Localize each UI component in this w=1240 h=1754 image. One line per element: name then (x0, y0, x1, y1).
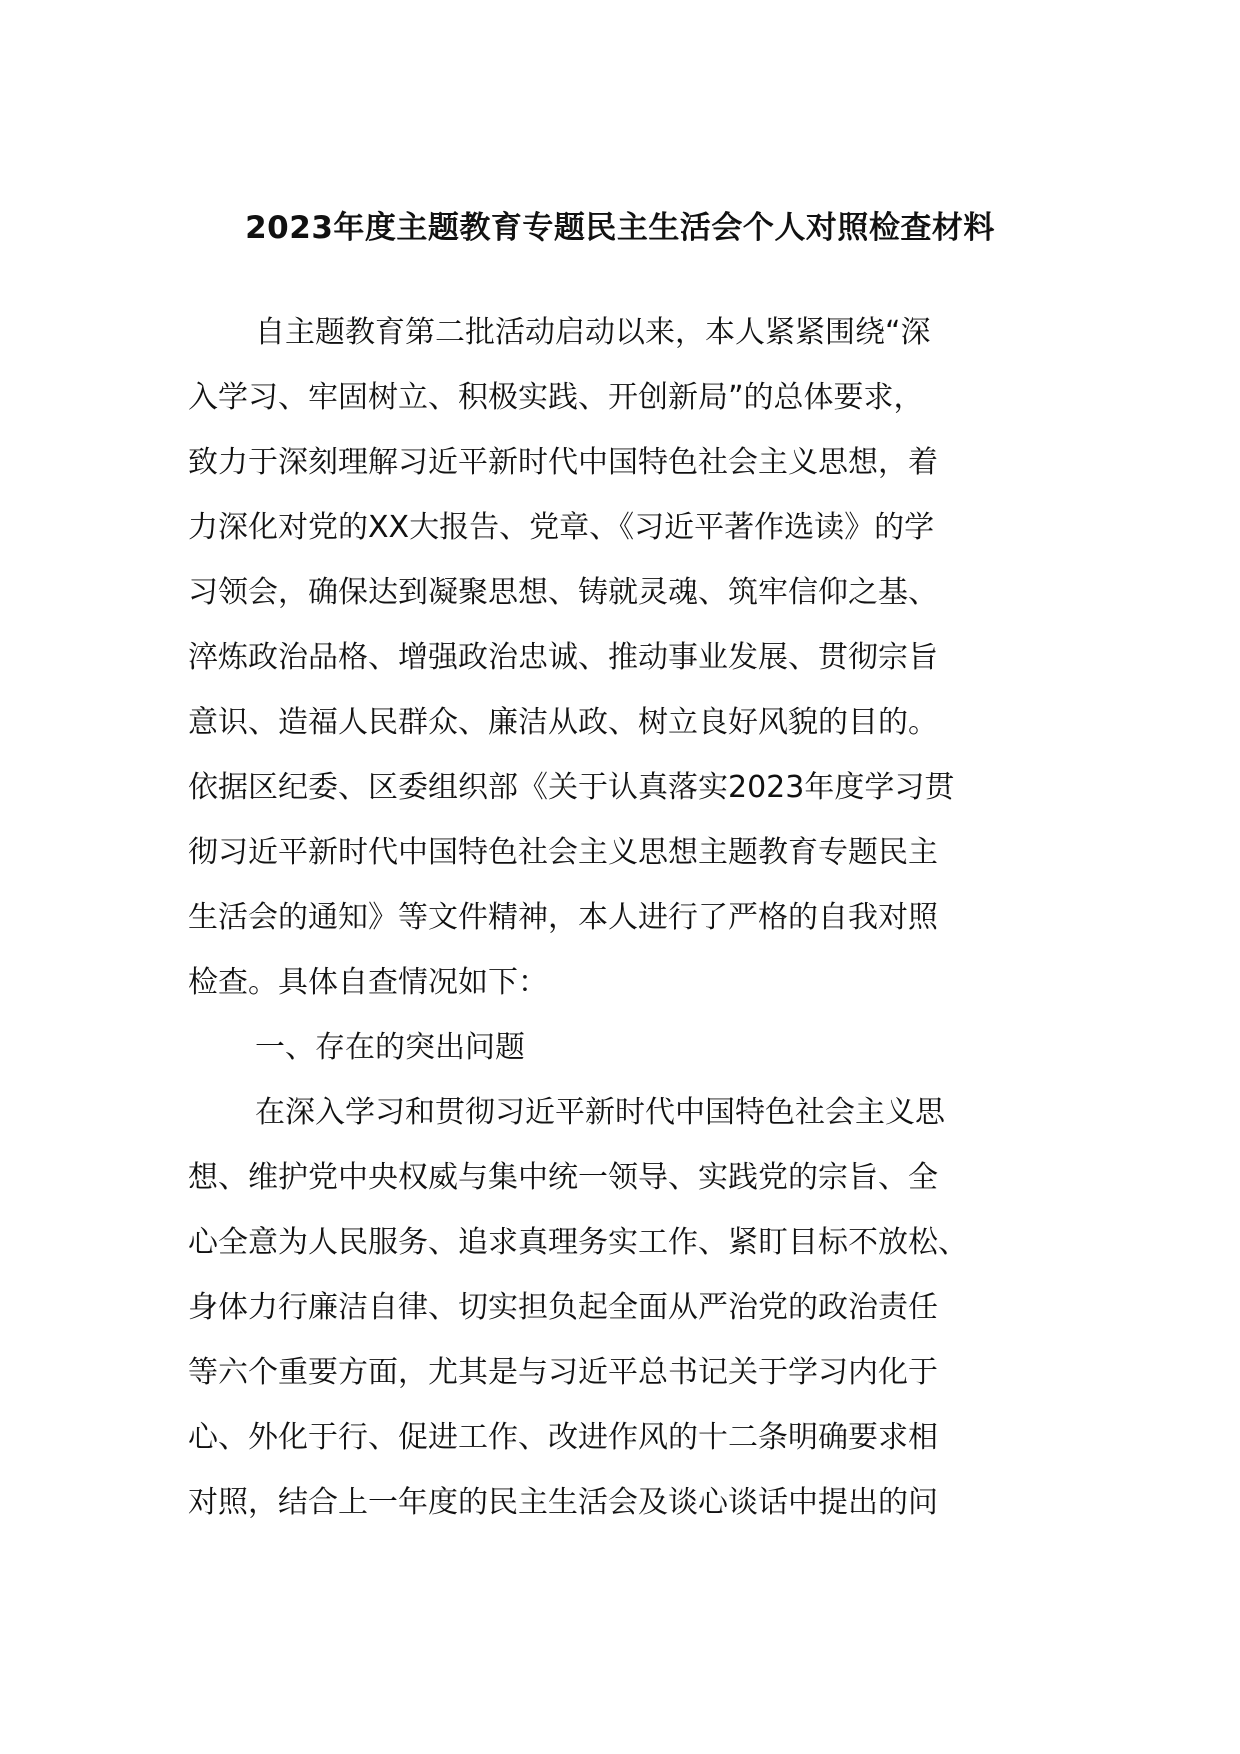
paragraph-line: 习领会，确保达到凝聚思想、铸就灵魂、筑牢信仰之基、 (188, 575, 938, 610)
document-title: 2023年度主题教育专题民主生活会个人对照检查材料 (245, 210, 995, 246)
paragraph-line: 意识、造福人民群众、廉洁从政、树立良好风貌的目的。 (188, 705, 938, 740)
document-body (188, 300, 1068, 1535)
paragraph-line: 在深入学习和贯彻习近平新时代中国特色社会主义思 (255, 1095, 945, 1130)
paragraph-line: 自主题教育第二批活动启动以来，本人紧紧围绕“深 (255, 315, 931, 350)
paragraph-line: 等六个重要方面，尤其是与习近平总书记关于学习内化于 (188, 1355, 938, 1390)
paragraph-line: 力深化对党的XX大报告、党章、《习近平著作选读》的学 (188, 510, 935, 545)
paragraph-line: 依据区纪委、区委组织部《关于认真落实2023年度学习贯 (188, 770, 955, 805)
paragraph-line: 对照，结合上一年度的民主生活会及谈心谈话中提出的问 (188, 1485, 938, 1520)
section-heading: 一、存在的突出问题 (255, 1030, 525, 1065)
paragraph-line: 淬炼政治品格、增强政治忠诚、推动事业发展、贯彻宗旨 (188, 640, 938, 675)
paragraph-line: 生活会的通知》等文件精神，本人进行了严格的自我对照 (188, 900, 938, 935)
paragraph-line: 心全意为人民服务、追求真理务实工作、紧盯目标不放松、 (188, 1225, 968, 1260)
paragraph-line: 想、维护党中央权威与集中统一领导、实践党的宗旨、全 (188, 1160, 938, 1195)
paragraph-line: 入学习、牢固树立、积极实践、开创新局”的总体要求， (188, 380, 924, 415)
paragraph-line: 身体力行廉洁自律、切实担负起全面从严治党的政治责任 (188, 1290, 938, 1325)
paragraph-line: 检查。具体自查情况如下： (188, 965, 548, 1000)
paragraph-line: 心、外化于行、促进工作、改进作风的十二条明确要求相 (188, 1420, 938, 1455)
paragraph-line: 致力于深刻理解习近平新时代中国特色社会主义思想，着 (188, 445, 938, 480)
paragraph-line: 彻习近平新时代中国特色社会主义思想主题教育专题民主 (188, 835, 938, 870)
